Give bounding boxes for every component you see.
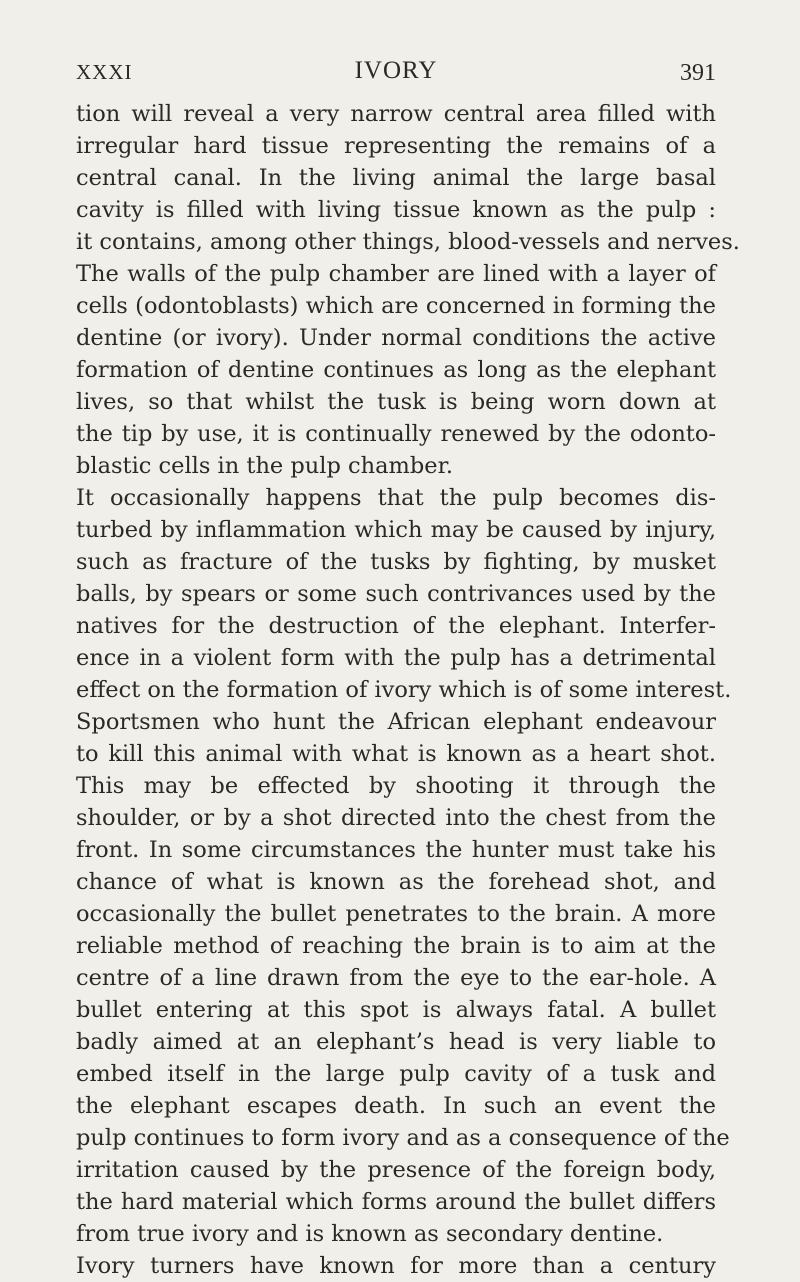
text-line: natives for the destruction of the elephant. Interfer- [76,613,716,639]
text-line: dentine (or ivory). Under normal conditions the active [76,325,716,351]
running-title: IVORY [354,57,438,84]
text-line: tion will reveal a very narrow central area filled with [76,101,716,127]
text-line: to kill this animal with what is known as a heart shot. [76,741,716,767]
paragraph-first-line: It occasionally happens that the pulp becomes dis- [76,485,716,511]
text-line: Sportsmen who hunt the African elephant endeavour [76,709,716,735]
text-line: This may be effected by shooting it through the [76,773,716,799]
text-line: The walls of the pulp chamber are lined with a layer of [76,261,716,287]
text-line: the elephant escapes death. In such an event the [76,1093,716,1119]
text-line: balls, by spears or some such contrivances used by the [76,581,716,607]
text-line: the hard material which forms around the bullet differs [76,1189,716,1215]
page-number: 391 [680,60,716,86]
paragraph-first-line: Ivory turners have known for more than a century [76,1253,716,1279]
text-line: ence in a violent form with the pulp has a detrimental [76,645,716,671]
text-line: embed itself in the large pulp cavity of a tusk and [76,1061,716,1087]
text-line: irregular hard tissue representing the remains of a [76,133,716,159]
text-line: turbed by inflammation which may be caused by injury, [76,517,716,543]
text-line: irritation caused by the presence of the foreign body, [76,1157,716,1183]
text-line: it contains, among other things, blood-vessels and nerves. [76,229,740,255]
paragraph-last-line: blastic cells in the pulp chamber. [76,453,454,479]
running-head [76,57,716,90]
text-line: formation of dentine continues as long as the elephant [76,357,716,383]
text-line: reliable method of reaching the brain is to aim at the [76,933,716,959]
text-line: occasionally the bullet penetrates to the brain. A more [76,901,716,927]
text-line: central canal. In the living animal the large basal [76,165,716,191]
text-line: bullet entering at this spot is always fatal. A bullet [76,997,716,1023]
text-line: cavity is filled with living tissue known as the pulp : [76,197,716,223]
text-line: cells (odontoblasts) which are concerned in forming the [76,293,716,319]
text-line: lives, so that whilst the tusk is being worn down at [76,389,716,415]
text-line: pulp continues to form ivory and as a consequence of the [76,1125,730,1151]
text-line: the tip by use, it is continually renewed by the odonto- [76,421,716,447]
text-line: front. In some circumstances the hunter must take his [76,837,716,863]
text-line: shoulder, or by a shot directed into the chest from the [76,805,716,831]
text-line: effect on the formation of ivory which is of some interest. [76,677,732,703]
chapter-number: XXXI [76,60,133,84]
text-line: such as fracture of the tusks by fighting, by musket [76,549,716,575]
text-line: chance of what is known as the forehead shot, and [76,869,716,895]
text-line: centre of a line drawn from the eye to the ear-hole. A [76,965,716,991]
body-text [76,98,740,1282]
paragraph-last-line: from true ivory and is known as secondary dentine. [76,1221,664,1247]
text-line: badly aimed at an elephant’s head is very liable to [76,1029,716,1055]
